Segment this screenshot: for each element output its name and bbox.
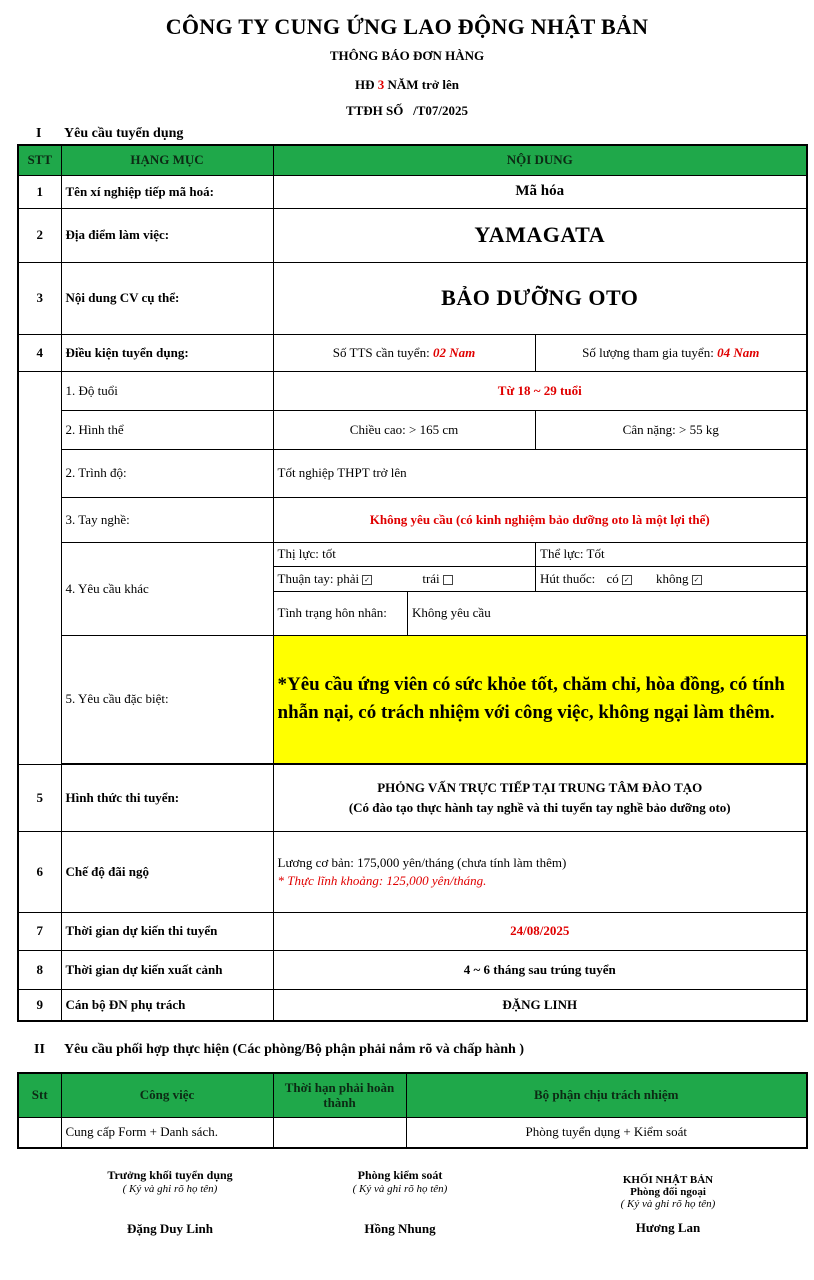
other-requirements	[273, 542, 807, 635]
table-row: 1 Tên xí nghiệp tiếp mã hoá: Mã hóa	[18, 175, 807, 208]
contract-term	[0, 77, 814, 93]
job-content: BẢO DƯỠNG OTO	[273, 262, 807, 334]
table-row: 5 Hình thức thi tuyển: PHỎNG VẤN TRỰC TIẾP TẠI TRUNG TÂM ĐÀO TẠO (Có đào tạo thực hành tay nghề và thi tuyển tay nghề bảo dưỡng oto)	[18, 764, 807, 831]
col-content: NỘI DUNG	[273, 145, 807, 175]
height-req: Chiều cao: > 165 cm	[273, 410, 535, 449]
task-cell: Cung cấp Form + Danh sách.	[61, 1117, 273, 1148]
section1-title: Yêu cầu tuyển dụng	[64, 126, 184, 141]
table-row: 5. Yêu cầu đặc biệt: *Yêu cầu ứng viên có sức khỏe tốt, chăm chỉ, hòa đồng, có tính nhẫn nại, có trách nhiệm với công việc, không ngại làm thêm.	[18, 635, 807, 763]
table-row: 7 Thời gian dự kiến thi tuyển 24/08/2025	[18, 912, 807, 950]
checkbox-checked-icon: ✓	[362, 575, 372, 585]
tts-needed: Số TTS cần tuyển: 02 Nam	[273, 334, 535, 371]
order-number: TTĐH SỐ /T07/2025	[345, 103, 469, 118]
signature-control: Phòng kiểm soát ( Ký và ghi rõ họ tên) Hồng Nhung	[352, 1168, 448, 1236]
company-title: CÔNG TY CUNG ỨNG LAO ĐỘNG NHẬT BẢN	[165, 14, 649, 39]
weight-req: Cân nặng: > 55 kg	[535, 410, 807, 449]
checkbox-checked-icon: ✓	[692, 575, 702, 585]
table-row: 1. Độ tuổi Từ 18 ~ 29 tuổi	[18, 371, 807, 410]
table-header-row: Stt Công việc Thời hạn phải hoàn thành Bộ phận chịu trách nhiệm	[18, 1073, 807, 1117]
signature-recruitment: Trưởng khối tuyển dụng ( Ký và ghi rõ họ tên) Đặng Duy Linh	[107, 1168, 233, 1236]
handedness: Thuận tay: phải ✓ trái	[274, 567, 536, 592]
col-item: HẠNG MỤC	[61, 145, 273, 175]
company-code: Mã hóa	[273, 175, 807, 208]
table-row: 4 Điều kiện tuyển dụng: Số TTS cần tuyển: 02 Nam Số lượng tham gia tuyển: 04 Nam	[18, 334, 807, 371]
table-row: 4. Yêu cầu khác Thị lực: tốt Thể lực: Tốt Thuận tay: phải ✓ trái Hút thuốc: có ✓ không ✓ Tình trạng hôn nhân: Không yêu cầu	[18, 542, 807, 635]
fitness: Thể lực: Tốt	[536, 543, 808, 567]
staff-in-charge: ĐẶNG LINH	[273, 989, 807, 1021]
contract-years: 3	[377, 77, 385, 92]
table-row: 2. Trình độ: Tốt nghiệp THPT trở lên	[18, 449, 807, 497]
departure-time: 4 ~ 6 tháng sau trúng tuyển	[273, 950, 807, 989]
benefits: Lương cơ bản: 175,000 yên/tháng (chưa tính làm thêm) * Thực lĩnh khoảng: 125,000 yên/tháng.	[273, 831, 807, 912]
contract-suffix: NĂM trở lên	[387, 77, 459, 92]
section2-roman: II	[34, 1042, 45, 1057]
age-range: Từ 18 ~ 29 tuổi	[273, 371, 807, 410]
dept-cell: Phòng tuyển dụng + Kiểm soát	[406, 1117, 807, 1148]
work-location: YAMAGATA	[273, 208, 807, 262]
marital-label: Tình trạng hôn nhân:	[274, 592, 408, 635]
table-row: 6 Chế độ đãi ngộ Lương cơ bản: 175,000 yên/tháng (chưa tính làm thêm) * Thực lĩnh khoảng: 125,000 yên/tháng.	[18, 831, 807, 912]
special-requirements: *Yêu cầu ứng viên có sức khỏe tốt, chăm chỉ, hòa đồng, có tính nhẫn nại, có trách nhiệm với công việc, không ngại làm thêm.	[273, 635, 807, 763]
section1-roman: I	[36, 126, 42, 141]
participants-needed: Số lượng tham gia tuyển: 04 Nam	[535, 334, 807, 371]
exam-date: 24/08/2025	[273, 912, 807, 950]
skill-value: Không yêu cầu (có kinh nghiệm bảo dưỡng oto là một lợi thế)	[273, 497, 807, 542]
col-stt: STT	[18, 145, 61, 175]
table-row: 2 Địa điểm làm việc: YAMAGATA	[18, 208, 807, 262]
table-header-row	[18, 145, 807, 175]
signature-japan: KHỐI NHẬT BẢN Phòng đối ngoại ( Ký và ghi rõ họ tên) Hương Lan	[620, 1174, 716, 1235]
checkbox-checked-icon: ✓	[622, 575, 632, 585]
table-row: 8 Thời gian dự kiến xuất cảnh 4 ~ 6 tháng sau trúng tuyển	[18, 950, 807, 989]
table-row: 3. Tay nghề: Không yêu cầu (có kinh nghiệm bảo dưỡng oto là một lợi thế)	[18, 497, 807, 542]
tts-value: 02 Nam	[432, 344, 476, 360]
coordination-table	[17, 1072, 808, 1149]
table-row: 2. Hình thể Chiều cao: > 165 cm Cân nặng: > 55 kg	[18, 410, 807, 449]
requirements-table	[17, 144, 808, 1022]
table-row: 9 Cán bộ ĐN phụ trách ĐẶNG LINH	[18, 989, 807, 1021]
checkbox-empty-icon	[443, 575, 453, 585]
notice-title: THÔNG BÁO ĐƠN HÀNG	[329, 48, 485, 63]
exam-form: PHỎNG VẤN TRỰC TIẾP TẠI TRUNG TÂM ĐÀO TẠO (Có đào tạo thực hành tay nghề và thi tuyển tay nghề bảo dưỡng oto)	[273, 764, 807, 831]
participants-value: 04 Nam	[717, 344, 760, 360]
marital-value: Không yêu cầu	[408, 592, 808, 635]
contract-prefix: HĐ	[355, 77, 375, 92]
education-value: Tốt nghiệp THPT trở lên	[273, 449, 807, 497]
table-row	[18, 1117, 807, 1148]
smoking: Hút thuốc: có ✓ không ✓	[536, 567, 808, 592]
eyesight: Thị lực: tốt	[274, 543, 536, 567]
section2-title: Yêu cầu phối hợp thực hiện (Các phòng/Bộ phận phải nắm rõ và chấp hành )	[64, 1042, 524, 1057]
table-row: 3 Nội dung CV cụ thể: BẢO DƯỠNG OTO	[18, 262, 807, 334]
